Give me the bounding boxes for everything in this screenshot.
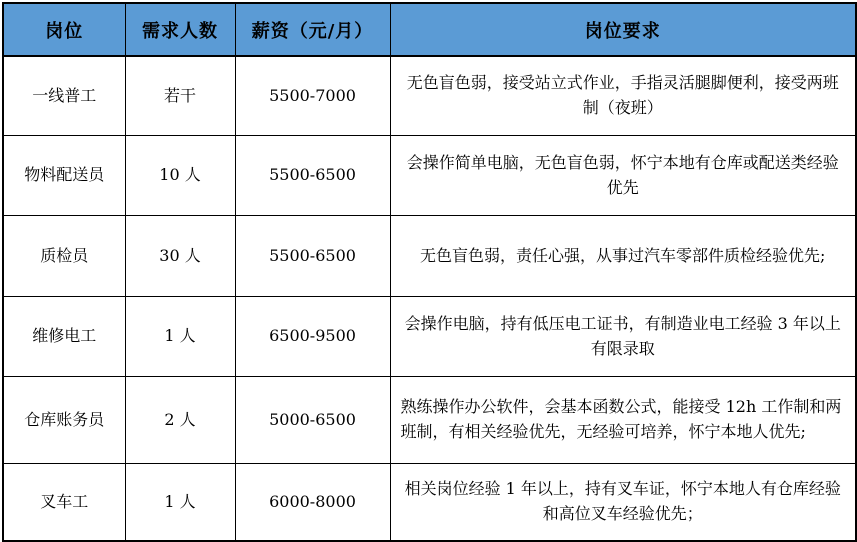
table-header bbox=[3, 3, 856, 56]
table-row bbox=[3, 464, 856, 542]
cell-salary: 5500-6500 bbox=[235, 136, 390, 216]
cell-position: 仓库账务员 bbox=[3, 377, 125, 464]
column-header-salary: 薪资（元/月） bbox=[235, 3, 390, 56]
job-postings-table bbox=[2, 2, 857, 542]
cell-requirements: 相关岗位经验 1 年以上，持有叉车证，怀宁本地人有仓库经验和高位叉车经验优先； bbox=[390, 464, 856, 542]
cell-headcount: 1 人 bbox=[125, 297, 235, 377]
cell-salary: 5000-6500 bbox=[235, 377, 390, 464]
table-row bbox=[3, 216, 856, 297]
cell-salary: 6000-8000 bbox=[235, 464, 390, 542]
cell-salary: 6500-9500 bbox=[235, 297, 390, 377]
cell-requirements: 会操作电脑，持有低压电工证书，有制造业电工经验 3 年以上有限录取 bbox=[390, 297, 856, 377]
column-header-requirements: 岗位要求 bbox=[390, 3, 856, 56]
cell-requirements: 无色盲色弱，责任心强，从事过汽车零部件质检经验优先; bbox=[390, 216, 856, 297]
table-body bbox=[3, 56, 856, 541]
header-row bbox=[3, 3, 856, 56]
cell-headcount: 10 人 bbox=[125, 136, 235, 216]
table-row bbox=[3, 136, 856, 216]
cell-requirements: 无色盲色弱，接受站立式作业，手指灵活腿脚便利，接受两班制（夜班） bbox=[390, 56, 856, 136]
cell-position: 一线普工 bbox=[3, 56, 125, 136]
cell-headcount: 若干 bbox=[125, 56, 235, 136]
table-row bbox=[3, 377, 856, 464]
column-header-headcount: 需求人数 bbox=[125, 3, 235, 56]
cell-requirements: 熟练操作办公软件，会基本函数公式，能接受 12h 工作制和两班制，有相关经验优先，无经验可培养，怀宁本地人优先; bbox=[390, 377, 856, 464]
cell-headcount: 2 人 bbox=[125, 377, 235, 464]
cell-position: 叉车工 bbox=[3, 464, 125, 542]
cell-position: 物料配送员 bbox=[3, 136, 125, 216]
cell-headcount: 30 人 bbox=[125, 216, 235, 297]
table-row bbox=[3, 56, 856, 136]
cell-requirements: 会操作简单电脑，无色盲色弱，怀宁本地有仓库或配送类经验优先 bbox=[390, 136, 856, 216]
cell-salary: 5500-7000 bbox=[235, 56, 390, 136]
cell-position: 质检员 bbox=[3, 216, 125, 297]
table-row bbox=[3, 297, 856, 377]
column-header-position: 岗位 bbox=[3, 3, 125, 56]
cell-salary: 5500-6500 bbox=[235, 216, 390, 297]
cell-headcount: 1 人 bbox=[125, 464, 235, 542]
cell-position: 维修电工 bbox=[3, 297, 125, 377]
